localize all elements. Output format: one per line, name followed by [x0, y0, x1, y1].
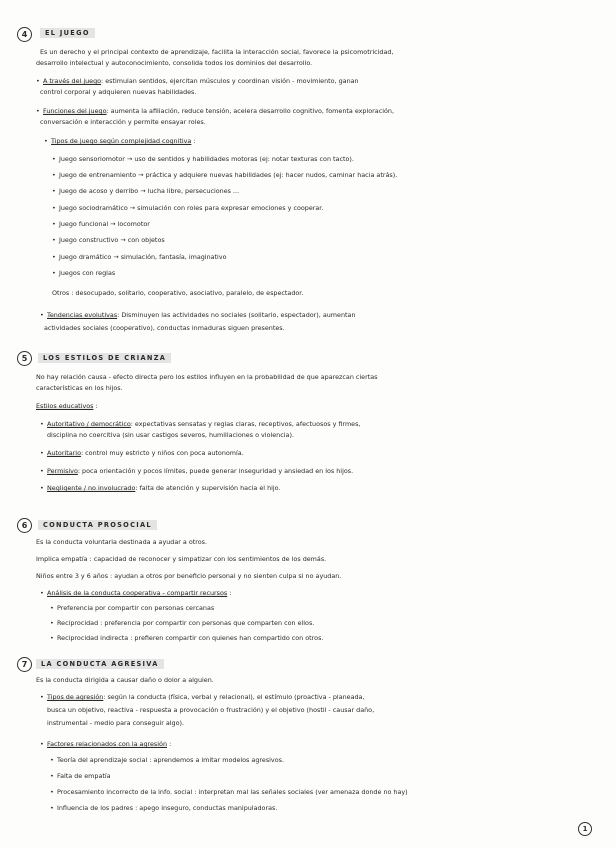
autoritativo: • Autoritativo / democrático: expectativas sensatas y reglas claras, receptivos, afectuosos y firmes,: [40, 420, 361, 428]
text: Juegos con reglas: [59, 269, 116, 277]
section-number-4: 4: [17, 27, 32, 42]
text: Juego sociodramático → simulación con roles para expresar emociones y cooperar.: [59, 204, 324, 212]
subheading: Tipos de agresión: [47, 693, 104, 701]
text: Teoría del aprendizaje social : aprendemos a imitar modelos agresivos.: [57, 756, 284, 764]
text: Reciprocidad : preferencia por compartir con personas que comparten con ellos.: [57, 619, 315, 627]
text: Reciprocidad indirecta : prefieren compartir con quienes han compartido con otros.: [57, 634, 324, 642]
section-number-7: 7: [17, 657, 32, 672]
text: Juego de entrenamiento → práctica y adquiere nuevas habilidades (ej: hacer nudos, caminar hacia atrás).: [59, 171, 398, 179]
subheading: Análisis de la conducta cooperativa - compartir recursos: [47, 589, 228, 597]
intro-line: características en los hijos.: [36, 384, 123, 392]
factores-agresion: • Factores relacionados con la agresión :: [40, 740, 172, 748]
text: Preferencia por compartir con personas cercanas: [57, 604, 215, 612]
subheading: Negligente / no involucrado: [47, 484, 136, 492]
text: :: [193, 137, 196, 145]
text: :: [169, 740, 172, 748]
text: : control muy estricto y niños con poca autonomía.: [80, 449, 244, 457]
analisis-conducta-cooperativa: • Análisis de la conducta cooperativa - compartir recursos :: [40, 589, 232, 597]
intro-line: Es un derecho y el principal contexto de aprendizaje, facilita la interacción social, favorece la psicomotricidad,: [40, 48, 394, 56]
subheading: A través del juego: [43, 77, 102, 85]
text-line: Es la conducta voluntaria destinada a ayudar a otros.: [36, 538, 208, 546]
text-line: disciplina no coercitiva (sin usar castigos severos, humillaciones o violencia).: [47, 431, 294, 439]
list-item: • Teoría del aprendizaje social : aprendemos a imitar modelos agresivos.: [50, 756, 284, 764]
list-item: • Falta de empatía: [50, 772, 111, 780]
negligente: • Negligente / no involucrado: falta de atención y supervisión hacia el hijo.: [40, 484, 281, 492]
text: Juego constructivo → con objetos: [59, 236, 165, 244]
subheading: Funciones del juego: [43, 107, 107, 115]
list-item: • Juegos con reglas: [52, 269, 116, 277]
text: Juego sensoriomotor → uso de sentidos y habilidades motoras (ej: notar texturas con tacto).: [59, 155, 354, 163]
a-traves-del-juego: • A través del juego: estimulan sentidos, ejercitan músculos y coordinan visión - movimiento, ganan: [36, 77, 359, 85]
text: Juego de acoso y derribo → lucha libre, persecuciones ...: [59, 187, 240, 195]
autoritario: • Autoritario: control muy estricto y niños con poca autonomía.: [40, 449, 244, 457]
otros-line: Otros : desocupado, solitario, cooperativo, asociativo, paralelo, de espectador.: [52, 289, 304, 297]
text-line: instrumental - medio para conseguir algo).: [47, 719, 185, 727]
list-item: • Juego dramático → simulación, fantasía, imaginativo: [52, 253, 227, 261]
section-title-el-juego: EL JUEGO: [40, 28, 95, 38]
section-title-conducta-prosocial: CONDUCTA PROSOCIAL: [38, 520, 157, 530]
list-item: • Procesamiento incorrecto de la info. social : interpretan mal las señales sociales (ver amenaza donde no hay): [50, 788, 408, 796]
list-item: • Influencia de los padres : apego inseguro, conductas manipuladoras.: [50, 804, 278, 812]
list-item: • Preferencia por compartir con personas cercanas: [50, 604, 215, 612]
text: : poca orientación y pocos límites, puede generar inseguridad y ansiedad en los hijos.: [77, 467, 354, 475]
text: Influencia de los padres : apego inseguro, conductas manipuladoras.: [57, 804, 278, 812]
text-line: actividades sociales (cooperativo), conductas inmaduras siguen presentes.: [44, 324, 285, 332]
intro-line: desarrollo intelectual y autoconocimiento, consolida todos los dominios del desarrollo.: [36, 59, 313, 67]
text: Procesamiento incorrecto de la info. social : interpretan mal las señales sociales (ver amenaza donde no hay): [57, 788, 408, 796]
subheading: Estilos educativos: [36, 402, 94, 410]
list-item: • Juego sociodramático → simulación con roles para expresar emociones y cooperar.: [52, 204, 324, 212]
text: : aumenta la afiliación, reduce tensión, acelera desarrollo cognitivo, fomenta exploración,: [106, 107, 394, 115]
list-item: • Reciprocidad : preferencia por compartir con personas que comparten con ellos.: [50, 619, 315, 627]
intro-line: No hay relación causa - efecto directa pero los estilos influyen en la probabilidad de que aparezcan ciertas: [36, 373, 378, 381]
text: :: [95, 402, 98, 410]
text-line: Niños entre 3 y 6 años : ayudan a otros por beneficio personal y no sienten culpa si no ayudan.: [36, 572, 342, 580]
permisivo: • Permisivo: poca orientación y pocos límites, puede generar inseguridad y ansiedad en los hijos.: [40, 467, 354, 475]
list-item: • Reciprocidad indirecta : prefieren compartir con quienes han compartido con otros.: [50, 634, 324, 642]
list-item: • Juego de acoso y derribo → lucha libre, persecuciones ...: [52, 187, 240, 195]
text-line: control corporal y adquieren nuevas habilidades.: [40, 88, 197, 96]
subheading: Factores relacionados con la agresión: [47, 740, 168, 748]
list-item: • Juego de entrenamiento → práctica y adquiere nuevas habilidades (ej: hacer nudos, caminar hacia atrás).: [52, 171, 398, 179]
text: Falta de empatía: [57, 772, 111, 780]
text-line: conversación e interacción y permite ensayar roles.: [40, 118, 206, 126]
section-number-6: 6: [17, 518, 32, 533]
text: : expectativas sensatas y reglas claras, receptivos, afectuosos y firmes,: [130, 420, 361, 428]
subheading: Tipos de juego según complejidad cognitiva: [51, 137, 192, 145]
text: : Disminuyen las actividades no sociales (solitario, espectador), aumentan: [117, 311, 356, 319]
list-item: • Juego funcional → locomotor: [52, 220, 150, 228]
subheading: Permisivo: [47, 467, 78, 475]
tendencias-evolutivas: • Tendencias evolutivas: Disminuyen las actividades no sociales (solitario, espectador), aumentan: [40, 311, 356, 319]
text-line: busca un objetivo, reactiva - respuesta a provocación o frustración) y el objetivo (hostil - causar daño,: [47, 706, 375, 714]
page-number: 1: [578, 822, 592, 836]
text: : estimulan sentidos, ejercitan músculos y coordinan visión - movimiento, ganan: [101, 77, 359, 85]
list-item: • Juego sensoriomotor → uso de sentidos y habilidades motoras (ej: notar texturas con tacto).: [52, 155, 354, 163]
subheading: Autoritativo / democrático: [47, 420, 131, 428]
text-line: Implica empatía : capacidad de reconocer y simpatizar con los sentimientos de los demás.: [36, 555, 327, 563]
list-item: • Juego constructivo → con objetos: [52, 236, 165, 244]
text: :: [229, 589, 232, 597]
text-line: Es la conducta dirigida a causar daño o dolor a alguien.: [36, 676, 214, 684]
text: Juego funcional → locomotor: [59, 220, 150, 228]
section-number-5: 5: [17, 351, 32, 366]
text: : según la conducta (física, verbal y relacional), el estímulo (proactiva - planeada,: [103, 693, 365, 701]
estilos-educativos: [36, 402, 98, 411]
subheading: Tendencias evolutivas: [47, 311, 118, 319]
text: Juego dramático → simulación, fantasía, imaginativo: [59, 253, 227, 261]
tipos-de-agresion: • Tipos de agresión: según la conducta (física, verbal y relacional), el estímulo (proactiva - planeada,: [40, 693, 365, 701]
tipos-de-juego: • Tipos de juego según complejidad cognitiva :: [44, 137, 196, 145]
section-title-conducta-agresiva: LA CONDUCTA AGRESIVA: [36, 659, 164, 669]
section-title-estilos-de-crianza: LOS ESTILOS DE CRIANZA: [38, 353, 171, 363]
text: : falta de atención y supervisión hacia el hijo.: [135, 484, 281, 492]
funciones-del-juego: • Funciones del juego: aumenta la afiliación, reduce tensión, acelera desarrollo cognitivo, fomenta exploración,: [36, 107, 394, 115]
subheading: Autoritario: [47, 449, 81, 457]
